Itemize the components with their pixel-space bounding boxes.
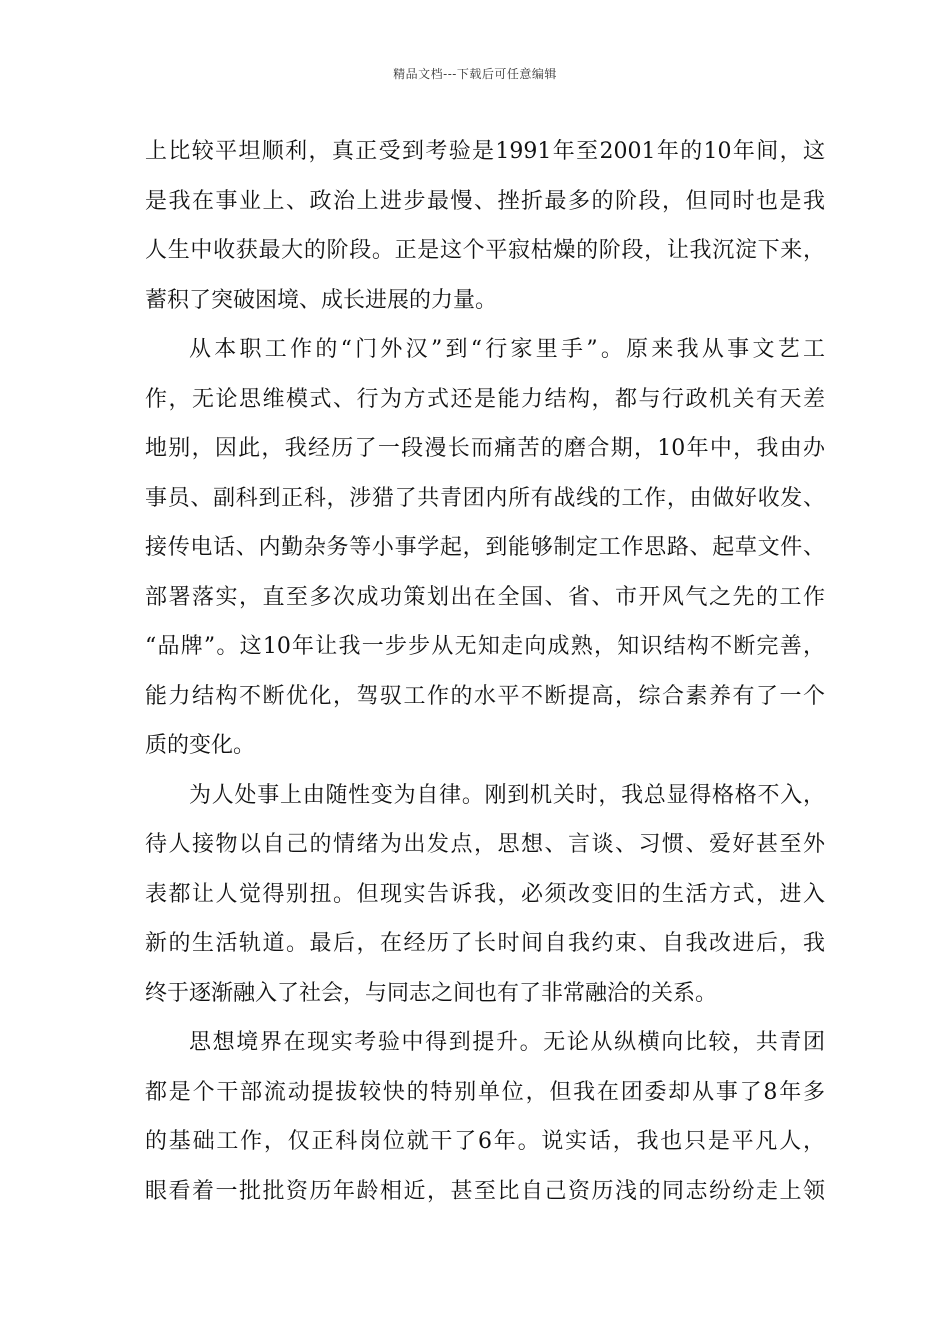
document-body — [145, 127, 825, 1216]
text-line: 接传电话、内勤杂务等小事学起，到能够制定工作思路、起草文件、 — [145, 535, 825, 560]
text-line: 表都让人觉得别扭。但现实告诉我，必须改变旧的生活方式，进入 — [145, 881, 825, 907]
text-line: 蓄积了突破困境、成长进展的力量。 — [145, 287, 498, 313]
paragraph-1 — [145, 127, 825, 325]
text-line: 人生中收获最大的阶段。正是这个平寂枯燥的阶段，让我沉淀下来， — [145, 238, 825, 263]
text-line: “品牌”。这10年让我一步步从无知走向成熟，知识结构不断完善， — [145, 634, 825, 659]
paragraph-2 — [145, 325, 825, 771]
text-line: 的基础工作，仅正科岗位就干了6年。说实话，我也只是平凡人， — [145, 1129, 825, 1154]
text-line: 质的变化。 — [145, 733, 256, 758]
text-line: 终于逐渐融入了社会，与同志之间也有了非常融洽的关系。 — [145, 980, 718, 1006]
paragraph-3 — [145, 771, 825, 1019]
text-line: 地别，因此，我经历了一段漫长而痛苦的磨合期，10年中，我由办 — [145, 436, 825, 461]
page-header: 精品文档---下载后可任意编辑 — [393, 67, 557, 81]
text-line: 为人处事上由随性变为自律。刚到机关时，我总显得格格不入， — [189, 782, 825, 808]
text-line: 新的生活轨道。最后，在经历了长时间自我约束、自我改进后，我 — [145, 931, 825, 956]
text-line: 待人接物以自己的情绪为出发点，思想、言谈、习惯、爱好甚至外 — [145, 832, 825, 857]
text-line: 作，无论思维模式、行为方式还是能力结构，都与行政机关有天差 — [145, 386, 825, 412]
text-line: 都是个干部流动提拔较快的特别单位，但我在团委却从事了8年多 — [145, 1079, 825, 1105]
text-line: 从本职工作的“门外汉”到“行家里手”。原来我从事文艺工 — [189, 337, 825, 362]
text-line: 上比较平坦顺利，真正受到考验是1991年至2001年的10年间，这 — [145, 139, 825, 164]
text-line: 思想境界在现实考验中得到提升。无论从纵横向比较，共青团 — [189, 1030, 825, 1055]
text-line: 事员、副科到正科，涉猎了共青团内所有战线的工作，由做好收发、 — [145, 485, 825, 511]
text-line: 能力结构不断优化，驾驭工作的水平不断提高，综合素养有了一个 — [145, 683, 825, 709]
text-line: 部署落实，直至多次成功策划出在全国、省、市开风气之先的工作 — [145, 584, 825, 610]
text-line: 是我在事业上、政治上进步最慢、挫折最多的阶段，但同时也是我 — [145, 188, 825, 214]
paragraph-4 — [145, 1018, 825, 1216]
text-line: 眼看着一批批资历年龄相近，甚至比自己资历浅的同志纷纷走上领 — [145, 1178, 825, 1204]
